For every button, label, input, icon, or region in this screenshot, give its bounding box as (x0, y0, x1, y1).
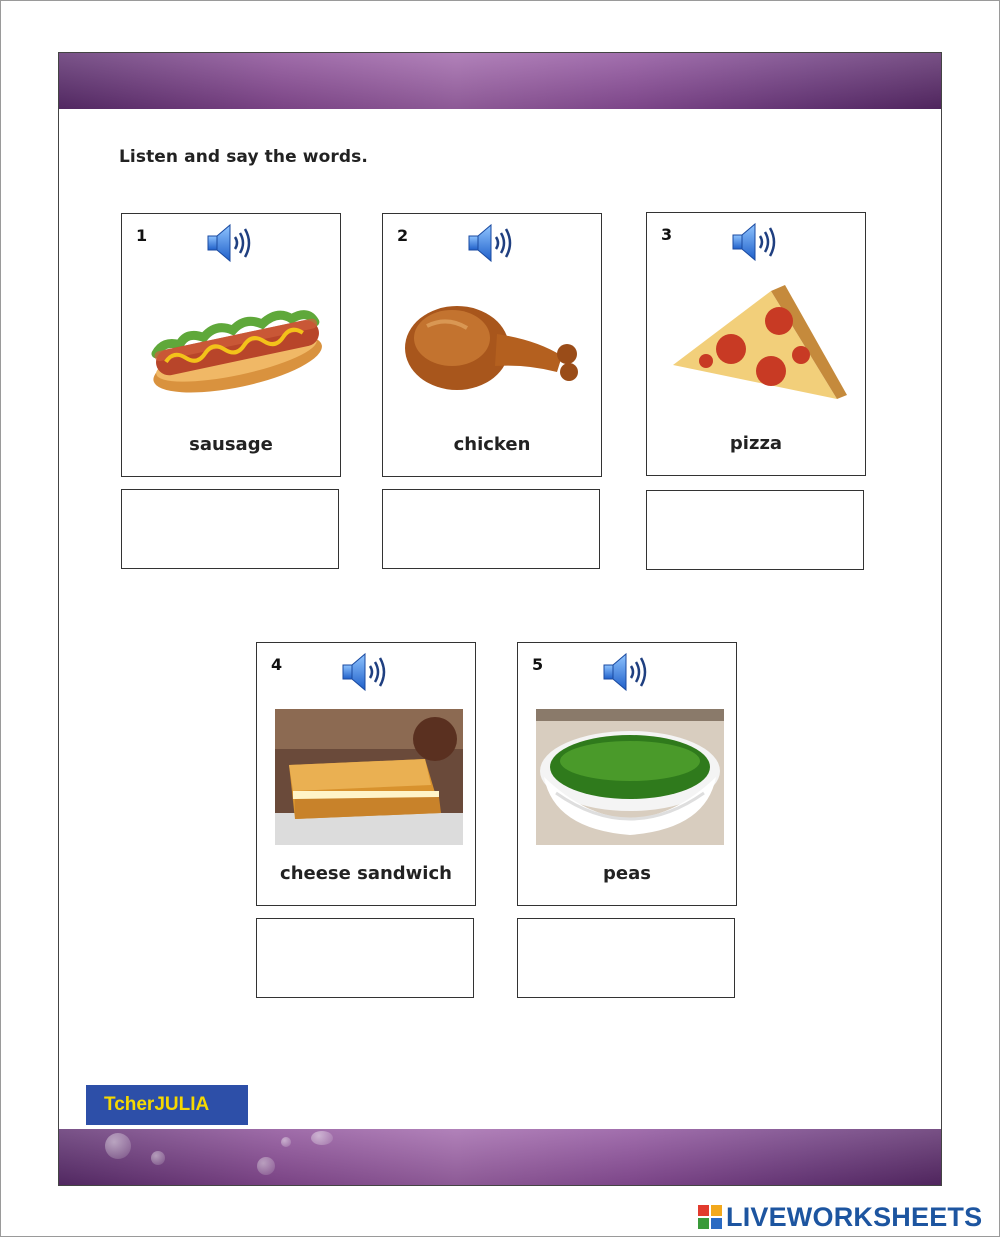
bubble-decoration (281, 1137, 291, 1147)
footer-band (59, 1129, 941, 1185)
bowl-of-peas-image (536, 709, 724, 845)
brand-name: LIVEWORKSHEETS (726, 1201, 983, 1232)
answer-box-1[interactable] (121, 489, 339, 569)
card-number: 4 (271, 655, 283, 674)
brand-footer[interactable] (698, 1200, 982, 1234)
card-word: cheese sandwich (280, 863, 452, 884)
card-number: 5 (532, 655, 544, 674)
word-card-2 (382, 213, 602, 477)
speaker-icon[interactable] (206, 222, 252, 264)
card-number: 2 (397, 226, 409, 245)
speaker-icon[interactable] (602, 651, 648, 693)
card-number: 3 (661, 225, 673, 244)
bubble-decoration (151, 1151, 165, 1165)
word-card-3 (646, 212, 866, 476)
grilled-cheese-image (275, 709, 463, 845)
instruction-text: Listen and say the words. (119, 147, 368, 167)
bubble-decoration (257, 1157, 275, 1175)
author-badge: TcherJULIA (86, 1085, 248, 1125)
word-card-4 (256, 642, 476, 906)
bubble-decoration (105, 1133, 131, 1159)
chicken-leg-image (397, 276, 587, 416)
speaker-icon[interactable] (341, 651, 387, 693)
speaker-icon[interactable] (731, 221, 777, 263)
word-card-5 (517, 642, 737, 906)
liveworksheets-logo-icon (698, 1205, 722, 1229)
header-band (59, 53, 941, 109)
answer-box-3[interactable] (646, 490, 864, 570)
answer-box-2[interactable] (382, 489, 600, 569)
card-number: 1 (136, 226, 148, 245)
bubble-decoration (311, 1131, 333, 1145)
hot-dog-image (136, 276, 326, 416)
word-card-1 (121, 213, 341, 477)
card-word: sausage (189, 434, 273, 455)
answer-box-4[interactable] (256, 918, 474, 998)
card-word: peas (603, 863, 651, 884)
card-word: pizza (729, 433, 783, 454)
answer-box-5[interactable] (517, 918, 735, 998)
card-word: chicken (453, 434, 531, 455)
pizza-slice-image (661, 275, 851, 415)
speaker-icon[interactable] (467, 222, 513, 264)
